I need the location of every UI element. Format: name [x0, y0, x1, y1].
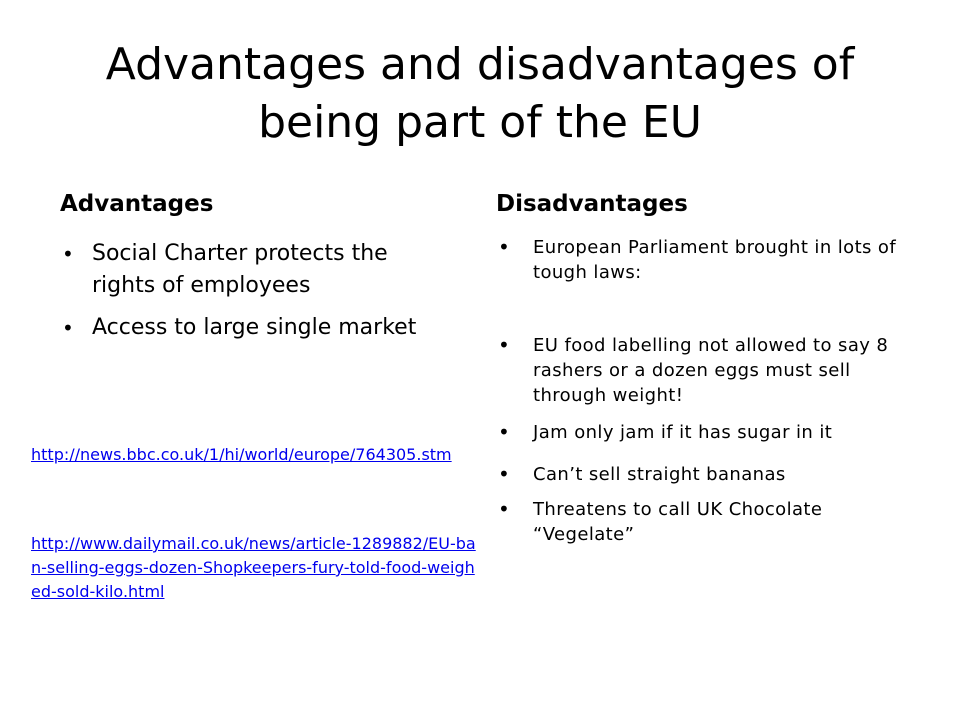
reference-link-dailymail[interactable]: http://www.dailymail.co.uk/news/article-1289882/EU-ban-selling-eggs-dozen-Shopkeepers-fury-told-food-weighed-sold-kilo.html	[31, 534, 476, 601]
list-item-text: Can’t sell straight bananas	[533, 464, 786, 485]
bullet-icon: •	[498, 333, 511, 357]
list-item	[496, 235, 916, 285]
list-item	[496, 420, 916, 445]
bullet-icon: •	[62, 242, 74, 266]
list-item	[496, 497, 916, 547]
slide-title: Advantages and disadvantages of being part of the EU	[105, 39, 855, 148]
bullet-icon: •	[498, 462, 511, 486]
list-item	[496, 462, 916, 487]
disadvantages-list	[496, 235, 916, 547]
list-item-text: Threatens to call UK Chocolate “Vegelate”	[533, 499, 823, 545]
list-item-text: Jam only jam if it has sugar in it	[533, 422, 833, 443]
bullet-icon: •	[498, 497, 511, 521]
bullet-icon: •	[498, 235, 511, 259]
list-item-text: Social Charter protects the rights of employees	[92, 241, 388, 298]
list-item-text: Access to large single market	[92, 315, 417, 340]
bullet-icon: •	[62, 316, 74, 340]
list-item	[496, 333, 916, 408]
advantages-list	[60, 238, 440, 354]
advantages-heading: Advantages	[60, 191, 214, 217]
reference-link-dailymail-block	[31, 532, 481, 604]
list-item	[60, 238, 440, 302]
list-item-text: EU food labelling not allowed to say 8 rashers or a dozen eggs must sell through weight!	[533, 335, 889, 406]
bullet-icon: •	[498, 420, 511, 444]
disadvantages-heading: Disadvantages	[496, 191, 688, 217]
list-item-text: European Parliament brought in lots of tough laws:	[533, 237, 897, 283]
reference-link-bbc-block	[31, 443, 481, 467]
reference-link-bbc[interactable]: http://news.bbc.co.uk/1/hi/world/europe/764305.stm	[31, 445, 452, 464]
list-item	[60, 312, 440, 344]
